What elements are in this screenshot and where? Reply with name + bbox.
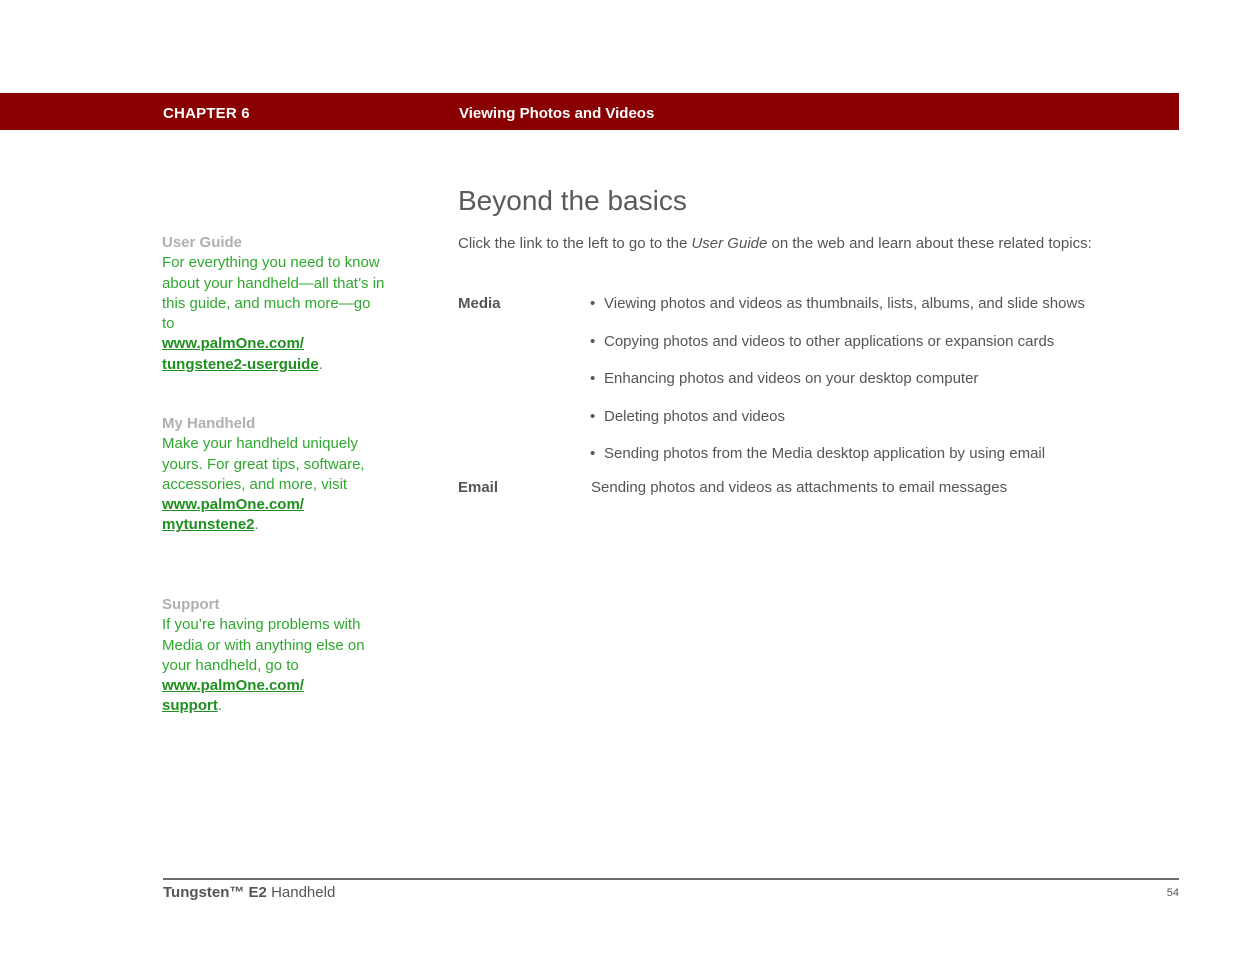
- email-item-text: Sending photos and videos as attachments to email messages: [591, 479, 1008, 496]
- sidebar-my-handheld: [162, 414, 387, 536]
- media-list-item: [590, 445, 1045, 462]
- media-item-text: Copying photos and videos to other applications or expansion cards: [604, 333, 1055, 350]
- chapter-number: CHAPTER 6: [163, 105, 250, 122]
- intro-text-before: Click the link to the left to go to the: [458, 235, 692, 252]
- sidebar-my-handheld-title: My Handheld: [162, 415, 256, 432]
- media-item-text: Enhancing photos and videos on your desktop computer: [604, 370, 979, 387]
- support-link-line1[interactable]: www.palmOne.com/: [162, 677, 304, 695]
- sidebar-support: [162, 595, 387, 717]
- sidebar-user-guide-body: [162, 253, 387, 375]
- page-number: 54: [1166, 887, 1179, 899]
- media-item-text: Viewing photos and videos as thumbnails, lists, albums, and slide shows: [604, 295, 1085, 312]
- sidebar-user-guide-trail: .: [318, 355, 323, 373]
- media-list-item: [590, 408, 785, 425]
- bullet-icon: •: [590, 333, 596, 350]
- media-list-item: [590, 370, 978, 387]
- footer-product-name: [163, 884, 335, 901]
- sidebar-support-text: If you’re having problems with Media or with anything else on your handheld, go to: [162, 616, 365, 674]
- footer-product-rest: Handheld: [266, 884, 336, 901]
- sidebar-support-body: [162, 615, 387, 716]
- footer-product-bold: Tungsten™ E2: [163, 884, 267, 901]
- sidebar-user-guide: [162, 233, 387, 375]
- intro-paragraph: [458, 235, 1092, 252]
- user-guide-link-line1[interactable]: www.palmOne.com/: [162, 335, 304, 353]
- sidebar-user-guide-text: For everything you need to know about your handheld—all that’s in this guide, and much more—go to: [162, 254, 385, 333]
- sidebar-user-guide-title: User Guide: [162, 234, 243, 251]
- topic-label-email: Email: [458, 479, 499, 496]
- media-list-item: [590, 295, 1085, 312]
- intro-user-guide-emphasis: User Guide: [691, 235, 768, 252]
- media-item-text: Sending photos from the Media desktop application by using email: [604, 445, 1046, 462]
- bullet-icon: •: [590, 408, 596, 425]
- section-heading: Beyond the basics: [458, 185, 687, 216]
- bullet-icon: •: [590, 295, 596, 312]
- topic-label-media: Media: [458, 295, 501, 312]
- bullet-icon: •: [590, 370, 596, 387]
- media-list-item: [590, 333, 1054, 350]
- sidebar-support-trail: .: [217, 697, 222, 715]
- footer-divider: [163, 878, 1179, 880]
- my-handheld-link-line1[interactable]: www.palmOne.com/: [162, 496, 304, 514]
- intro-text-after: on the web and learn about these related topics:: [767, 235, 1092, 252]
- chapter-title: Viewing Photos and Videos: [459, 105, 655, 122]
- sidebar-my-handheld-body: [162, 434, 387, 535]
- bullet-icon: •: [590, 445, 596, 462]
- sidebar-support-title: Support: [162, 596, 220, 613]
- sidebar-my-handheld-text: Make your handheld uniquely yours. For great tips, software, accessories, and more, visit: [162, 435, 365, 493]
- support-link-line2[interactable]: support: [162, 697, 218, 715]
- my-handheld-link-line2[interactable]: mytunstene2: [162, 516, 255, 534]
- sidebar-my-handheld-trail: .: [254, 516, 259, 534]
- user-guide-link-line2[interactable]: tungstene2-userguide: [162, 355, 319, 373]
- media-item-text: Deleting photos and videos: [604, 408, 785, 425]
